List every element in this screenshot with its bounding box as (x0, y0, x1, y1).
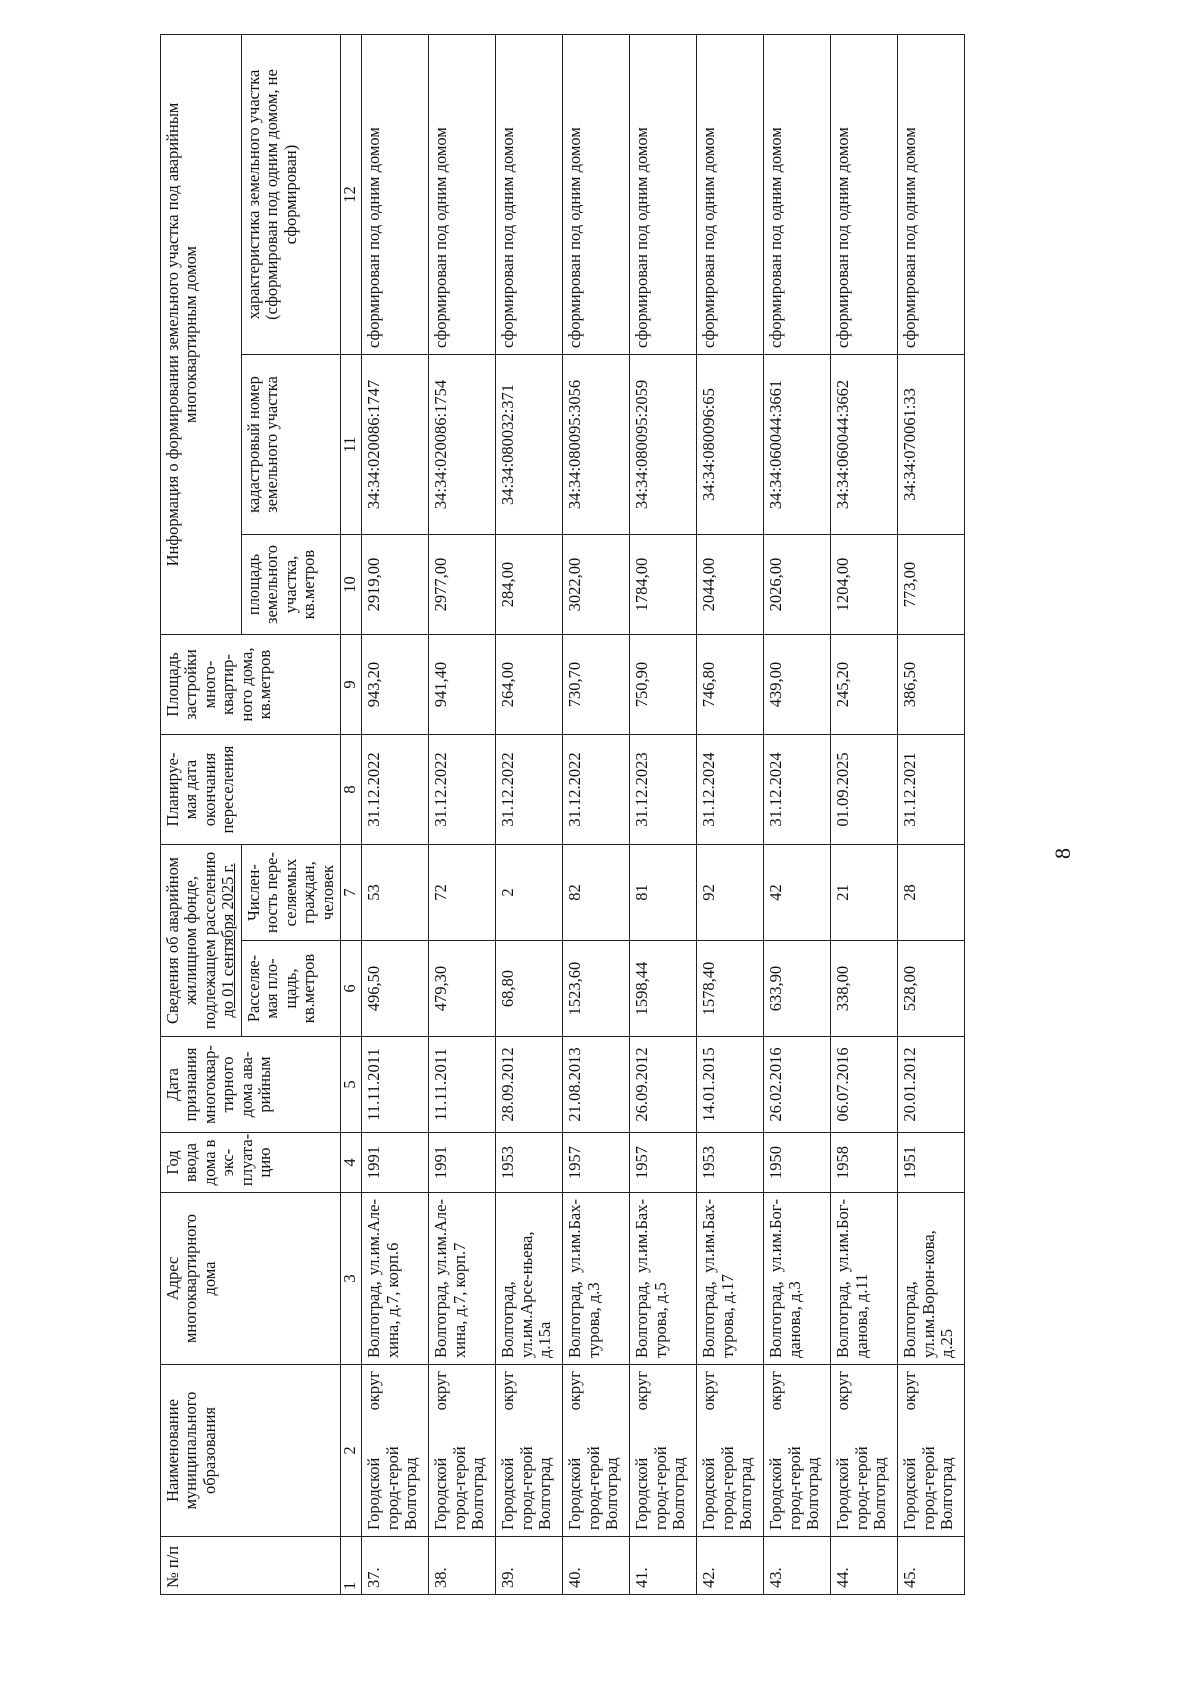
land-status-cell: сформирован под одним домом (764, 34, 831, 354)
header-address: Адрес многоквартирного дома (161, 1193, 341, 1365)
header-group-deadline: до 01 сентября 2025 г. (218, 863, 238, 1018)
recognition-date-cell: 28.09.2012 (496, 1037, 563, 1133)
resettlement-end-cell: 01.09.2025 (831, 735, 898, 845)
year-cell: 1951 (898, 1133, 965, 1193)
header-cadastral-number: кадастровый номер земельного участка (241, 355, 340, 535)
column-number: 9 (341, 635, 362, 735)
land-area-cell: 284,00 (496, 535, 563, 635)
building-area-cell: 941,40 (429, 635, 496, 735)
resettlement-end-cell: 31.12.2024 (697, 735, 764, 845)
recognition-date-cell: 14.01.2015 (697, 1037, 764, 1133)
building-area-cell: 746,80 (697, 635, 764, 735)
table-row (496, 34, 563, 1594)
column-number: 1 (341, 1537, 362, 1595)
header-recognition-date: Дата признания многоквар-тирного дома ава-рийным (161, 1037, 341, 1133)
land-area-cell: 2919,00 (362, 535, 429, 635)
table-row (697, 34, 764, 1594)
column-number: 4 (341, 1133, 362, 1193)
building-area-cell: 439,00 (764, 635, 831, 735)
land-area-cell: 2026,00 (764, 535, 831, 635)
cadastral-number-cell: 34:34:060044:3661 (764, 355, 831, 535)
header-group-land-plot: Информация о формировании земельного участка под аварийным многоквартирным домом (161, 34, 242, 634)
header-land-area: площадь земельного участка, кв.метров (241, 535, 340, 635)
resettled-area-cell: 496,50 (362, 941, 429, 1037)
resettled-area-cell: 479,30 (429, 941, 496, 1037)
municipality-cell: Городской округ город-герой Волгоград (697, 1365, 764, 1537)
column-number: 5 (341, 1037, 362, 1133)
recognition-date-cell: 11.11.2011 (362, 1037, 429, 1133)
recognition-date-cell: 11.11.2011 (429, 1037, 496, 1133)
row-number: 45. (898, 1537, 965, 1595)
column-number: 6 (341, 941, 362, 1037)
resettlement-end-cell: 31.12.2022 (429, 735, 496, 845)
year-cell: 1950 (764, 1133, 831, 1193)
resettled-persons-cell: 28 (898, 845, 965, 941)
recognition-date-cell: 06.07.2016 (831, 1037, 898, 1133)
land-status-cell: сформирован под одним домом (496, 34, 563, 354)
table-body (362, 34, 965, 1594)
address-cell: Волгоград, ул.им.Бах-турова, д.5 (630, 1193, 697, 1365)
address-cell: Волгоград, ул.им.Бог-данова, д.11 (831, 1193, 898, 1365)
table-row (831, 34, 898, 1594)
column-number: 8 (341, 735, 362, 845)
resettlement-end-cell: 31.12.2022 (362, 735, 429, 845)
land-status-cell: сформирован под одним домом (831, 34, 898, 354)
year-cell: 1991 (362, 1133, 429, 1193)
address-cell: Волгоград, ул.им.Бах-турова, д.3 (563, 1193, 630, 1365)
row-number: 37. (362, 1537, 429, 1595)
row-number: 44. (831, 1537, 898, 1595)
resettled-area-cell: 1578,40 (697, 941, 764, 1037)
recognition-date-cell: 26.02.2016 (764, 1037, 831, 1133)
column-number: 2 (341, 1365, 362, 1537)
land-area-cell: 2044,00 (697, 535, 764, 635)
cadastral-number-cell: 34:34:080096:65 (697, 355, 764, 535)
resettled-persons-cell: 42 (764, 845, 831, 941)
header-resettled-persons: Числен-ность пере-селяемых граждан, человек (241, 845, 340, 941)
municipality-cell: Городской округ город-герой Волгоград (362, 1365, 429, 1537)
land-area-cell: 2977,00 (429, 535, 496, 635)
recognition-date-cell: 21.08.2013 (563, 1037, 630, 1133)
header-resettled-area: Расселяе-мая пло-щадь, кв.метров (241, 941, 340, 1037)
land-area-cell: 3022,00 (563, 535, 630, 635)
address-cell: Волгоград, ул.им.Але-хина, д.7, корп.6 (362, 1193, 429, 1365)
header-group-emergency-fund-text: Сведения об аварийном жилищном фонде, подлежащем расселению (163, 851, 219, 1030)
header-resettlement-end: Планируе-мая дата окончания переселения (161, 735, 341, 845)
year-cell: 1957 (563, 1133, 630, 1193)
resettlement-end-cell: 31.12.2024 (764, 735, 831, 845)
column-number: 11 (341, 355, 362, 535)
resettled-area-cell: 68,80 (496, 941, 563, 1037)
emergency-housing-table (160, 34, 965, 1595)
column-number: 7 (341, 845, 362, 941)
municipality-cell: Городской округ город-герой Волгоград (831, 1365, 898, 1537)
column-number: 10 (341, 535, 362, 635)
building-area-cell: 943,20 (362, 635, 429, 735)
row-number: 39. (496, 1537, 563, 1595)
resettled-persons-cell: 53 (362, 845, 429, 941)
cadastral-number-cell: 34:34:020086:1747 (362, 355, 429, 535)
municipality-cell: Городской округ город-герой Волгоград (898, 1365, 965, 1537)
resettled-persons-cell: 72 (429, 845, 496, 941)
land-area-cell: 773,00 (898, 535, 965, 635)
row-number: 41. (630, 1537, 697, 1595)
year-cell: 1953 (697, 1133, 764, 1193)
resettled-area-cell: 1598,44 (630, 941, 697, 1037)
column-number-row (341, 34, 362, 1594)
resettlement-end-cell: 31.12.2022 (496, 735, 563, 845)
land-status-cell: сформирован под одним домом (362, 34, 429, 354)
row-number: 42. (697, 1537, 764, 1595)
resettlement-end-cell: 31.12.2023 (630, 735, 697, 845)
table-header (161, 34, 362, 1594)
year-cell: 1958 (831, 1133, 898, 1193)
building-area-cell: 750,90 (630, 635, 697, 735)
land-status-cell: сформирован под одним домом (630, 34, 697, 354)
building-area-cell: 730,70 (563, 635, 630, 735)
land-area-cell: 1784,00 (630, 535, 697, 635)
cadastral-number-cell: 34:34:080032:371 (496, 355, 563, 535)
resettled-area-cell: 338,00 (831, 941, 898, 1037)
land-status-cell: сформирован под одним домом (429, 34, 496, 354)
header-group-emergency-fund (161, 845, 242, 1037)
table-row (630, 34, 697, 1594)
year-cell: 1991 (429, 1133, 496, 1193)
municipality-cell: Городской округ город-герой Волгоград (563, 1365, 630, 1537)
cadastral-number-cell: 34:34:080095:3056 (563, 355, 630, 535)
row-number: 43. (764, 1537, 831, 1595)
municipality-cell: Городской округ город-герой Волгоград (496, 1365, 563, 1537)
address-cell: Волгоград, ул.им.Бог-данова, д.3 (764, 1193, 831, 1365)
land-status-cell: сформирован под одним домом (697, 34, 764, 354)
header-land-status: характеристика земельного участка (сформирован под одним домом, не сформирован) (241, 34, 340, 354)
recognition-date-cell: 20.01.2012 (898, 1037, 965, 1133)
header-year: Год ввода дома в экс-плуата-цию (161, 1133, 341, 1193)
table-row (764, 34, 831, 1594)
column-number: 12 (341, 34, 362, 354)
header-municipality: Наименование муниципального образования (161, 1365, 341, 1537)
table-row (563, 34, 630, 1594)
resettled-area-cell: 528,00 (898, 941, 965, 1037)
table-row (429, 34, 496, 1594)
header-building-area: Площадь застройки много-квартир-ного дома, кв.метров (161, 635, 341, 735)
cadastral-number-cell: 34:34:060044:3662 (831, 355, 898, 535)
municipality-cell: Городской округ город-герой Волгоград (429, 1365, 496, 1537)
resettled-persons-cell: 21 (831, 845, 898, 941)
row-number: 38. (429, 1537, 496, 1595)
building-area-cell: 264,00 (496, 635, 563, 735)
row-number: 40. (563, 1537, 630, 1595)
municipality-cell: Городской округ город-герой Волгоград (764, 1365, 831, 1537)
resettled-persons-cell: 2 (496, 845, 563, 941)
address-cell: Волгоград, ул.им.Ворон-кова, д.25 (898, 1193, 965, 1365)
table-row (898, 34, 965, 1594)
land-status-cell: сформирован под одним домом (563, 34, 630, 354)
resettlement-end-cell: 31.12.2021 (898, 735, 965, 845)
column-number: 3 (341, 1193, 362, 1365)
address-cell: Волгоград, ул.им.Але-хина, д.7, корп.7 (429, 1193, 496, 1365)
municipality-cell: Городской округ город-герой Волгоград (630, 1365, 697, 1537)
recognition-date-cell: 26.09.2012 (630, 1037, 697, 1133)
address-cell: Волгоград, ул.им.Арсе-ньева, д.15а (496, 1193, 563, 1365)
building-area-cell: 245,20 (831, 635, 898, 735)
cadastral-number-cell: 34:34:080095:2059 (630, 355, 697, 535)
address-cell: Волгоград, ул.им.Бах-турова, д.17 (697, 1193, 764, 1365)
resettled-persons-cell: 92 (697, 845, 764, 941)
building-area-cell: 386,50 (898, 635, 965, 735)
resettled-area-cell: 1523,60 (563, 941, 630, 1037)
resettlement-end-cell: 31.12.2022 (563, 735, 630, 845)
year-cell: 1953 (496, 1133, 563, 1193)
land-area-cell: 1204,00 (831, 535, 898, 635)
land-status-cell: сформирован под одним домом (898, 34, 965, 354)
page-number: 8 (1050, 848, 1075, 859)
resettled-persons-cell: 82 (563, 845, 630, 941)
resettled-area-cell: 633,90 (764, 941, 831, 1037)
header-number: № п/п (161, 1537, 341, 1595)
table-row (362, 34, 429, 1594)
cadastral-number-cell: 34:34:070061:33 (898, 355, 965, 535)
cadastral-number-cell: 34:34:020086:1754 (429, 355, 496, 535)
year-cell: 1957 (630, 1133, 697, 1193)
resettled-persons-cell: 81 (630, 845, 697, 941)
